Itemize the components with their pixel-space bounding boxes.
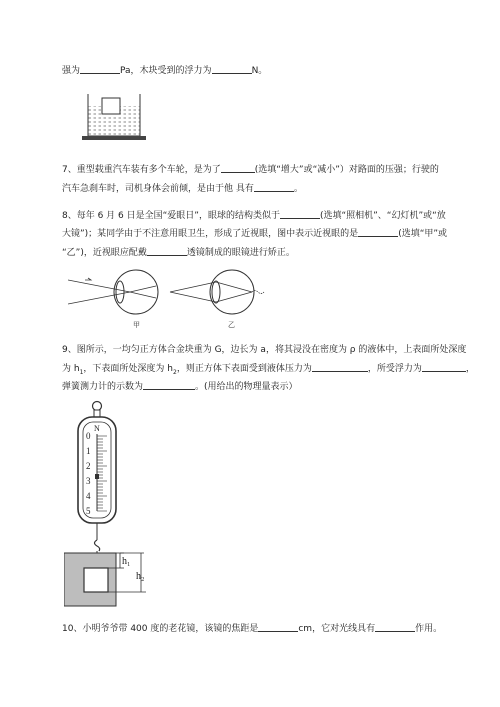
q8-text-3b: 透镜制成的眼镜进行矫正。 — [186, 248, 295, 258]
label-h1: h₁ — [122, 556, 131, 567]
q7-blank-1 — [221, 163, 255, 173]
q9-text-3b: 。(用给出的物理量表示） — [195, 382, 298, 392]
q8-text-2b: (选填“甲”或 — [398, 229, 448, 239]
q6-text-2: Pa，木块受到的浮力为 — [120, 66, 212, 76]
q6-blank-pressure — [80, 64, 120, 74]
lens — [212, 281, 220, 303]
q9-blank-3 — [143, 380, 195, 390]
q8-text-1b: (选填“照相机”、“幻灯机”或“放 — [319, 211, 446, 221]
q8-line-1 — [62, 209, 446, 223]
q6-text-1: 强为 — [62, 66, 81, 76]
scale-number: 1 — [86, 446, 91, 456]
q7-text-2b: 。 — [293, 184, 303, 194]
label-h2: h₂ — [136, 571, 145, 582]
q6-container-figure — [78, 92, 150, 142]
caption-yi: 乙 — [228, 321, 235, 329]
q10-blank-2 — [375, 622, 415, 632]
ray-top — [68, 280, 130, 292]
q7-line-1 — [62, 163, 439, 177]
eyeball — [210, 270, 254, 314]
q8-text-2a: 大镜”)；某同学由于不注意用眼卫生，形成了近视眼，图中表示近视眼的是 — [62, 229, 359, 239]
q9-text-2c: ，则正方体下表面受到液体压力为 — [176, 364, 312, 374]
container-base — [82, 136, 146, 140]
eye-figure-yi — [168, 268, 268, 318]
q9-text-2b: ，下表面所处深度为 h — [83, 364, 173, 374]
scale-unit: N — [94, 424, 100, 433]
q10-text-1b: cm，它对光线具有 — [298, 624, 376, 634]
q9-text-1: 9、图所示，一均匀正方体合金块重为 G，边长为 a，将其浸没在密度为 ρ 的液体中，上表面所处深度 — [62, 345, 467, 355]
hanging-ring — [93, 402, 102, 411]
caption-jia: 甲 — [133, 321, 140, 329]
q10-line — [62, 622, 442, 636]
q10-text-1c: 作用。 — [415, 624, 443, 634]
q6-blank-buoyancy — [212, 64, 252, 74]
alloy-cube — [84, 568, 108, 592]
q9-text-2a: 为 h — [62, 364, 80, 374]
q7-text-2a: 汽车急刹车时，司机身体会前倾，是由于他 具有 — [62, 184, 254, 194]
q8-blank-1 — [280, 209, 320, 219]
q9-sub-2: 2 — [172, 368, 177, 376]
q8-line-2 — [62, 227, 447, 241]
q10-text-1a: 10、小明爷爷带 400 度的老花镜，该镜的焦距是 — [62, 624, 259, 634]
q9-line-1 — [62, 344, 466, 357]
q9-text-3a: 弹簧测力计的示数为 — [62, 382, 144, 392]
eyeball — [114, 270, 158, 314]
ray-bottom — [68, 292, 130, 304]
q8-blank-3 — [147, 246, 187, 256]
q7-line-2 — [62, 182, 303, 196]
eye-figure-jia — [68, 268, 168, 318]
q10-blank-1 — [258, 622, 298, 632]
q8-text-1a: 8、每年 6 月 6 日是全国“爱眼日”，眼球的结构类似于 — [62, 211, 280, 221]
q9-blank-2 — [422, 362, 466, 372]
q9-sub-1: 1 — [79, 368, 84, 376]
scale-number: 5 — [86, 506, 91, 516]
q7-blank-2 — [254, 182, 294, 192]
scale-number: 0 — [86, 431, 91, 441]
q9-line-3 — [62, 380, 298, 394]
scale-number: 3 — [86, 476, 91, 486]
q8-line-3 — [62, 246, 295, 260]
q6-text-3: N。 — [251, 66, 268, 76]
wood-block — [102, 98, 120, 114]
q6-line — [62, 64, 267, 78]
q9-text-2e: ， — [465, 364, 475, 374]
q8-text-3a: “乙”)，近视眼应配戴 — [62, 248, 147, 258]
pointer — [95, 474, 99, 479]
q7-text-1a: 7、重型载重汽车装有多个车轮，是为了 — [62, 165, 221, 175]
q9-blank-1 — [312, 362, 368, 372]
q9-text-2d: ，所受浮力为 — [367, 364, 422, 374]
hook — [95, 540, 100, 551]
scale-number: 2 — [86, 461, 91, 471]
scale-number: 4 — [86, 491, 91, 501]
spring-scale-figure — [64, 398, 164, 608]
lens — [116, 281, 124, 303]
q8-blank-2 — [358, 227, 398, 237]
q7-text-1b: (选填“增大”或“减小”）对路面的压强；行驶的 — [254, 165, 439, 175]
q9-line-2 — [62, 362, 475, 379]
